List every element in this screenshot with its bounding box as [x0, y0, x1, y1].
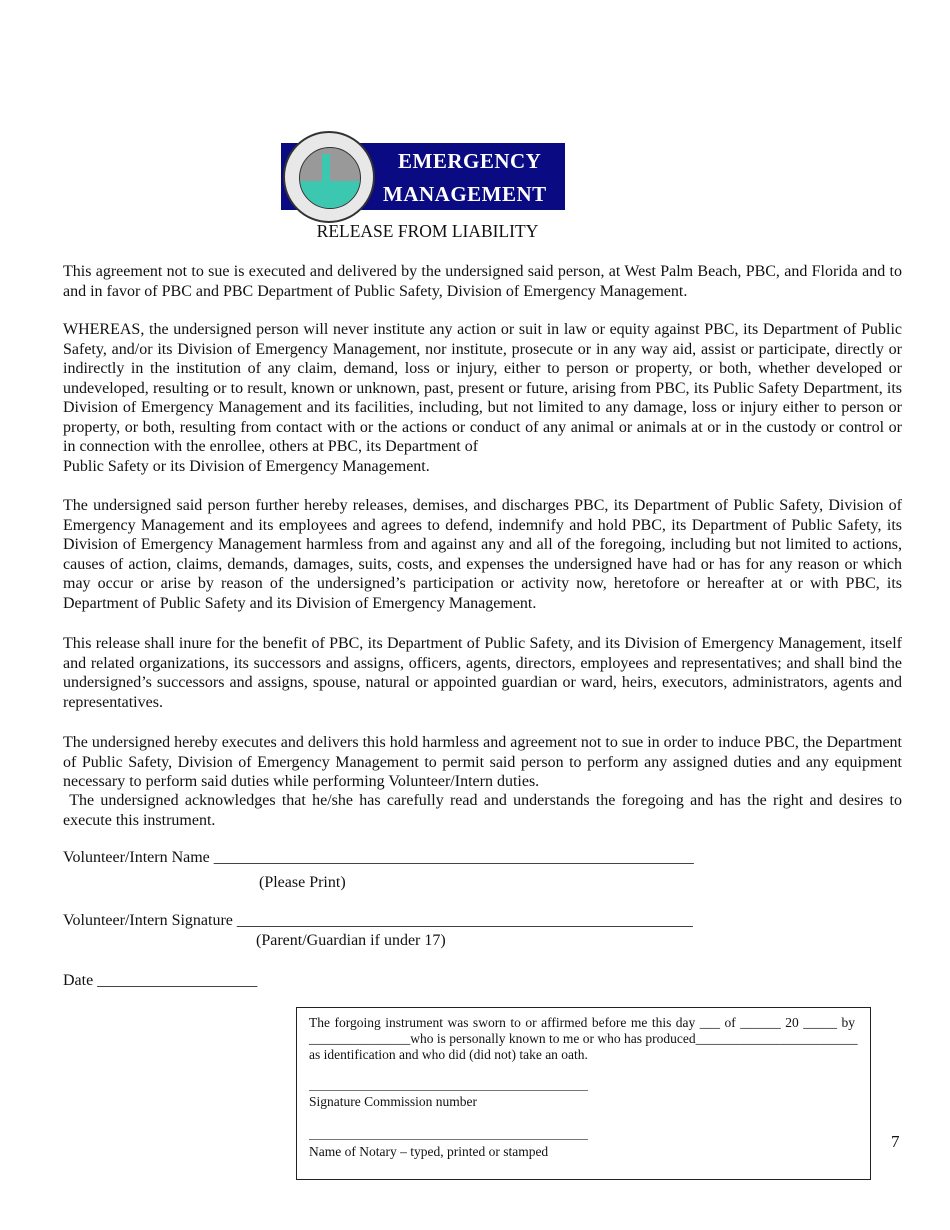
- notary-name-line: [309, 1139, 588, 1140]
- emergency-management-logo: [281, 143, 565, 210]
- document-title: RELEASE FROM LIABILITY: [316, 221, 539, 241]
- paragraph-whereas: WHEREAS, the undersigned person will never institute any action or suit in law or equity against PBC, its Department of Public Safety, and/or its Division of Emergency Management, nor institute, prosecute or in any way aid, assist or participate, directly or indirectly in the institution of any claim, demand, loss or injury, either to person or property, or both, whether developed or undeveloped, resulting or to result, known or unknown, past, present or future, arising from PBC, its Public Safety Department, its Division of Emergency Management and its facilities, including, but not limited to any damage, loss or injury either to person or property, or both, resulting from contact with or the actions or conduct of any animal or animals at or in the custody or control or in connection with the enrollee, others at PBC, its Department of: [63, 321, 902, 455]
- name-hint: (Please Print): [259, 874, 346, 891]
- signature-field[interactable]: Volunteer/Intern Signature _________________________________________________________: [63, 912, 693, 929]
- notary-box: [296, 1007, 871, 1180]
- palm-beach-county-seal: [283, 131, 375, 223]
- paragraph-agreement: This agreement not to sue is executed and delivered by the undersigned said person, at West Palm Beach, PBC, and Florida and to and in favor of PBC and PBC Department of Public Safety, Division of Emergency Management.: [63, 263, 902, 300]
- page-number: 7: [891, 1132, 900, 1151]
- signature-hint: (Parent/Guardian if under 17): [256, 932, 446, 949]
- notary-name-label: Name of Notary – typed, printed or stamped: [309, 1144, 549, 1159]
- notary-signature-line: [309, 1090, 588, 1091]
- notary-line-1: The forgoing instrument was sworn to or affirmed before me this day ___ of ______ 20 _____ by: [309, 1015, 855, 1030]
- name-field[interactable]: Volunteer/Intern Name ____________________________________________________________: [63, 849, 694, 866]
- notary-signature-label: Signature Commission number: [309, 1094, 477, 1109]
- notary-line-3: as identification and who did (did not) take an oath.: [309, 1047, 588, 1062]
- notary-line-2: _______________who is personally known to me or who has produced________________________: [309, 1031, 858, 1046]
- paragraph-inure: This release shall inure for the benefit of PBC, its Department of Public Safety, and its Division of Emergency Management, itself and related organizations, its successors and assigns, officers, agents, directors, employees and representatives; and shall bind the undersigned’s successors and assigns, spouse, natural or appointed guardian or ward, heirs, executors, administrators, agents and representatives.: [63, 635, 902, 711]
- logo-line-2: MANAGEMENT: [383, 182, 547, 206]
- date-field[interactable]: Date ____________________: [63, 972, 258, 989]
- paragraph-executes: The undersigned hereby executes and delivers this hold harmless and agreement not to sue in order to induce PBC, the Department of Public Safety, Division of Emergency Management to permit said person to perform any assigned duties and any equipment necessary to perform said duties while performing Volunteer/Intern duties.: [63, 734, 902, 790]
- logo-line-1: EMERGENCY: [398, 149, 542, 173]
- paragraph-acknowledges: The undersigned acknowledges that he/she has carefully read and understands the foregoing and has the right and desires to execute this instrument.: [63, 792, 906, 829]
- paragraph-release: The undersigned said person further hereby releases, demises, and discharges PBC, its Department of Public Safety, Division of Emergency Management and its employees and agrees to defend, indemnify and hold PBC, its Department of Public Safety, its Division of Emergency Management harmless from and against any and all of the foregoing, including but not limited to actions, causes of action, claims, demands, damages, suits, costs, and expenses the undersigned have had or has for any reason or which may occur or arise by reason of the undersigned’s participation or activity now, heretofore or hereafter at or with PBC, its Department of Public Safety and its Division of Emergency Management.: [63, 497, 902, 612]
- paragraph-whereas-end: Public Safety or its Division of Emergency Management.: [63, 458, 430, 475]
